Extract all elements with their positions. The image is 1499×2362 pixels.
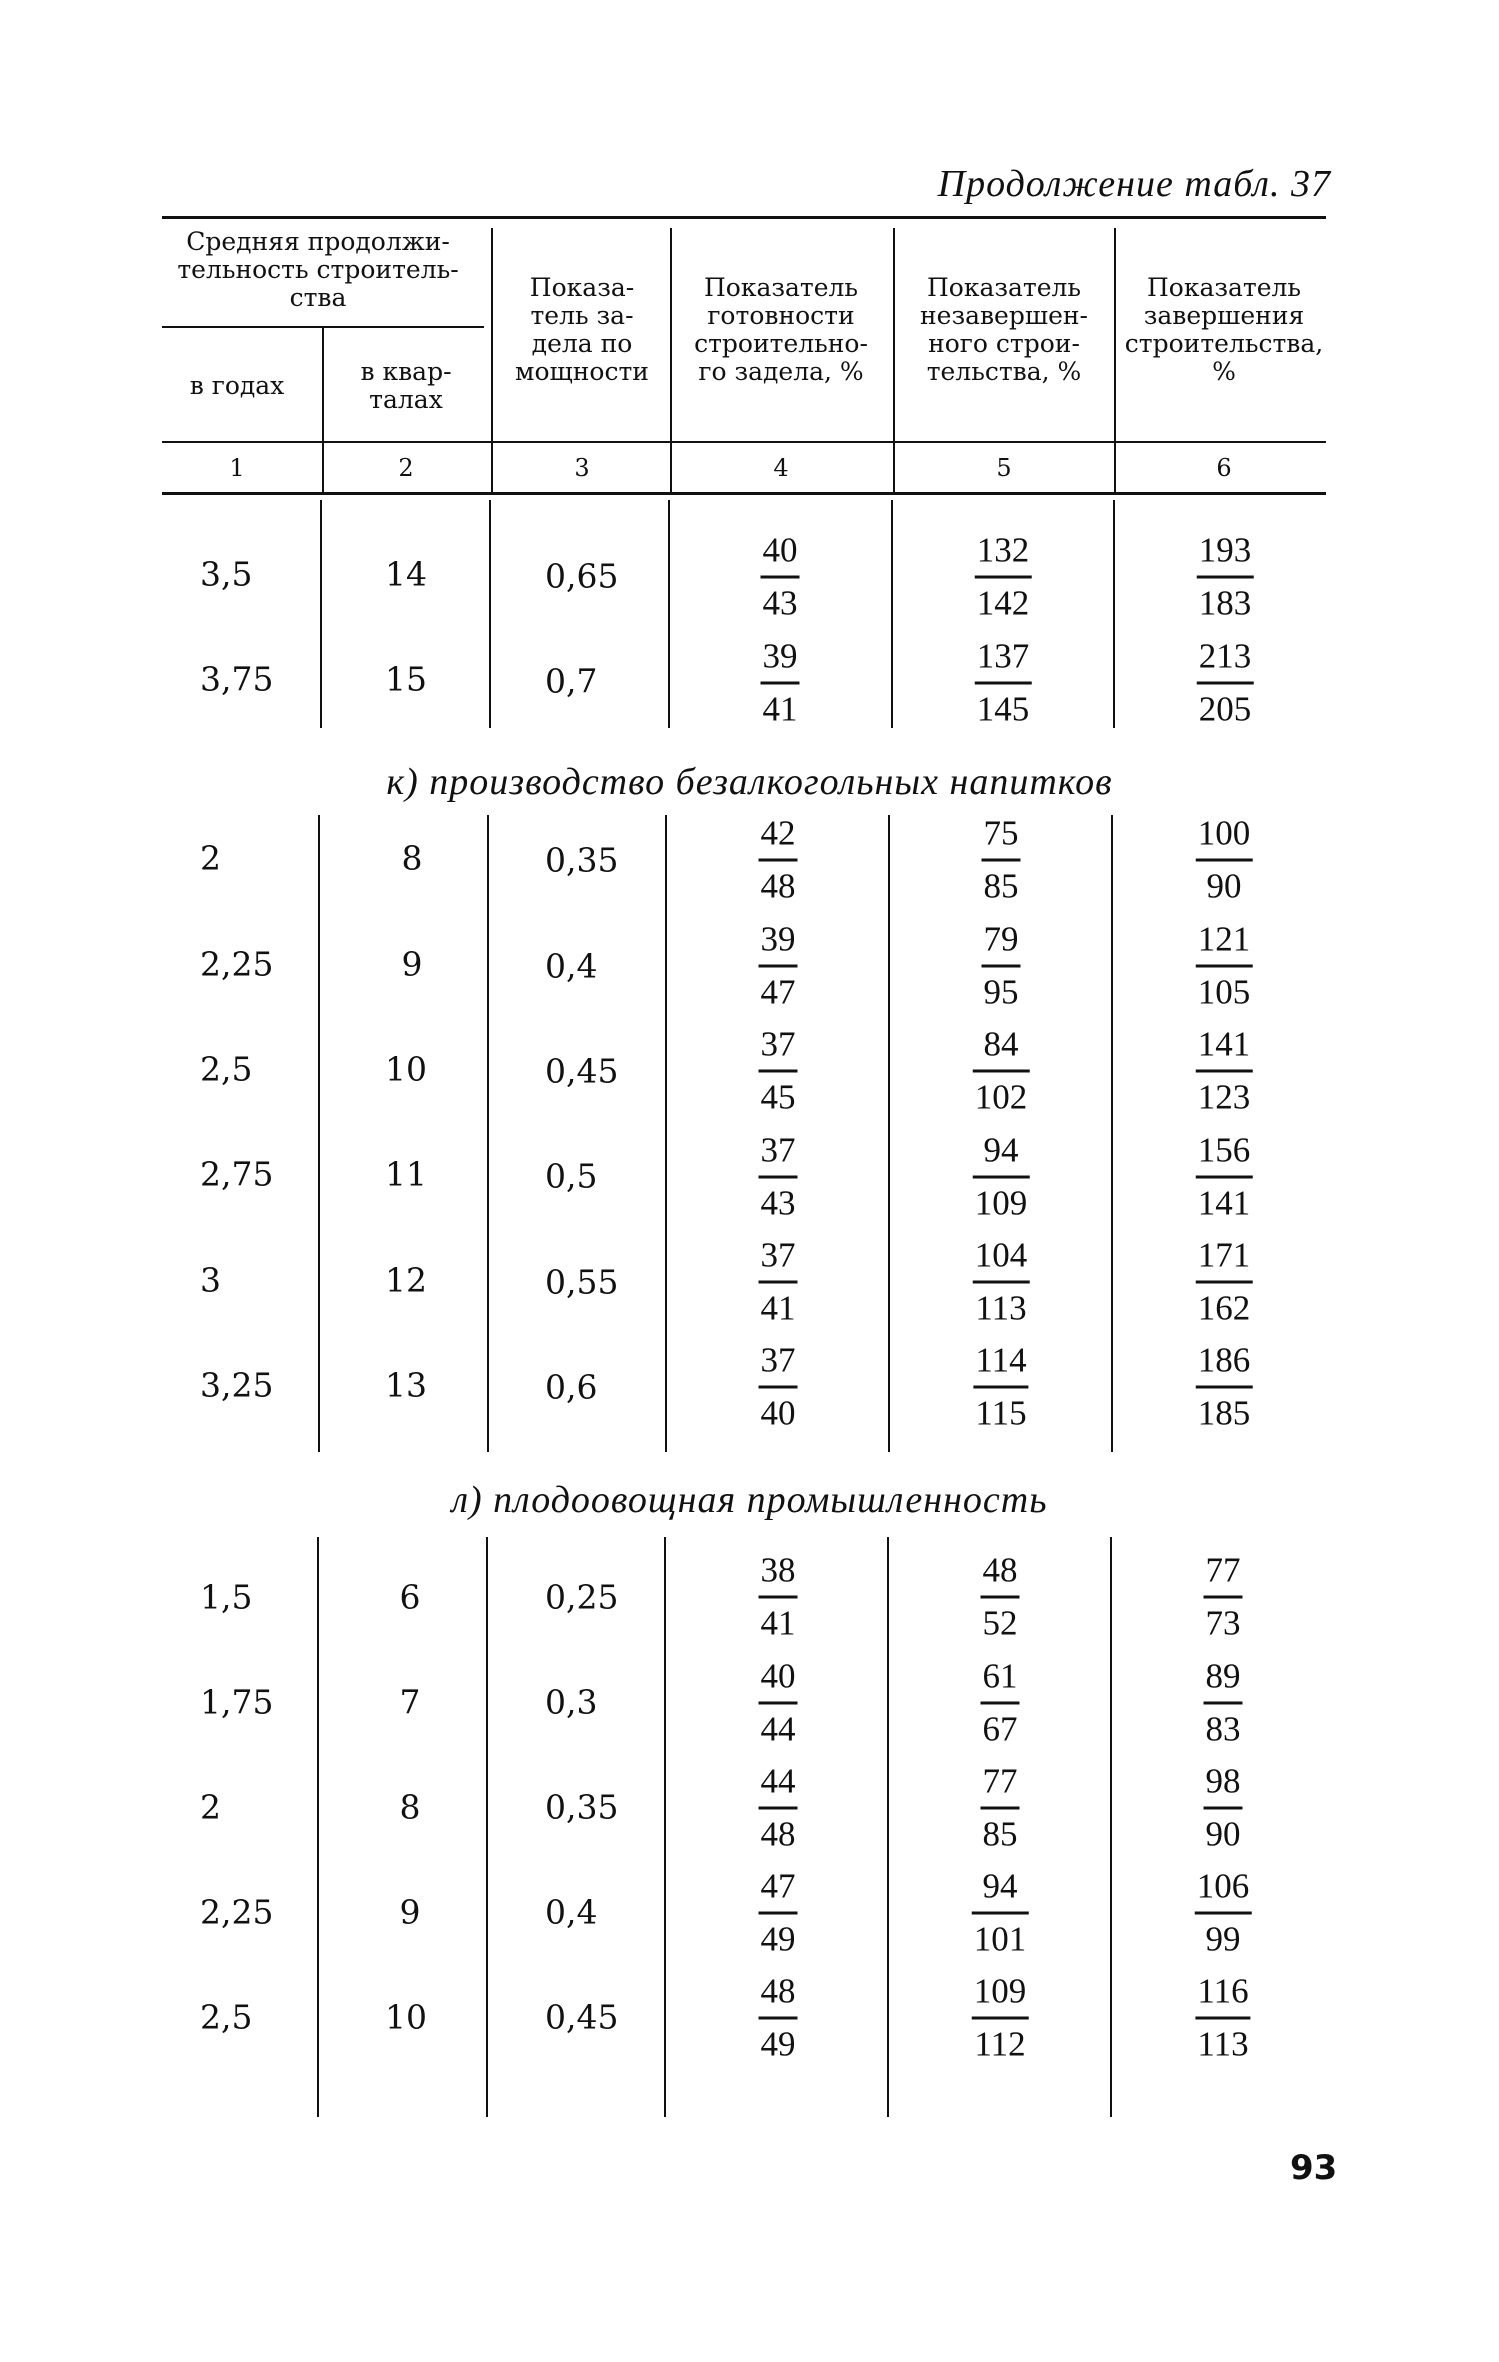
- s2-r5-unfinished: [973, 1235, 1030, 1330]
- fraction-bar: [1204, 1596, 1243, 1599]
- section-3-divider-4: [887, 1537, 889, 2117]
- denominator: 52: [982, 1603, 1018, 1643]
- fraction-bar: [759, 965, 798, 968]
- numerator: 37: [760, 1130, 796, 1170]
- s2-r3-years: 2,5: [200, 1049, 253, 1089]
- fraction-bar: [759, 2017, 798, 2020]
- s2-r5-years: 3: [200, 1260, 221, 1300]
- denominator: 45: [760, 1077, 796, 1117]
- s3-r1-readiness: [759, 1550, 798, 1645]
- s2-r2-ratio: 0,4: [545, 946, 598, 986]
- s2-r3-quarters: 10: [385, 1049, 427, 1089]
- fraction-bar: [973, 1176, 1030, 1179]
- table-caption: Продолжение табл. 37: [937, 163, 1331, 205]
- header-divider-5: [1114, 228, 1116, 494]
- denominator: 115: [975, 1393, 1027, 1433]
- column-number-2: 2: [398, 454, 414, 482]
- s1-r1-completion: [1197, 530, 1254, 625]
- numerator: 213: [1198, 636, 1252, 676]
- column-number-4: 4: [773, 454, 789, 482]
- denominator: 99: [1205, 1919, 1241, 1959]
- numerator: 137: [976, 636, 1030, 676]
- denominator: 112: [974, 2024, 1026, 2064]
- fraction-bar: [981, 1702, 1020, 1705]
- fraction-bar: [759, 1070, 798, 1073]
- numerator: 193: [1198, 530, 1252, 570]
- s2-r2-quarters: 9: [401, 944, 423, 984]
- fraction-bar: [1196, 965, 1253, 968]
- numerator: 61: [982, 1656, 1018, 1696]
- numerator: 84: [983, 1024, 1019, 1064]
- fraction-bar: [1196, 1176, 1253, 1179]
- s3-r2-years: 1,75: [200, 1682, 274, 1722]
- s3-r3-ratio: 0,35: [545, 1787, 619, 1827]
- fraction-bar: [981, 1807, 1020, 1810]
- s2-r3-unfinished: [973, 1024, 1030, 1119]
- fraction-bar: [981, 1596, 1020, 1599]
- s3-r4-ratio: 0,4: [545, 1892, 598, 1932]
- s3-r3-unfinished: [981, 1761, 1020, 1856]
- s1-r2-ratio: 0,7: [545, 661, 598, 701]
- s2-r3-ratio: 0,45: [545, 1051, 619, 1091]
- s3-r3-completion: [1204, 1761, 1243, 1856]
- s2-r6-readiness: [759, 1340, 798, 1435]
- header-col4: Показатель готовности строительно- го задела, %: [694, 273, 868, 386]
- section-3-divider-3: [664, 1537, 666, 2117]
- numerator: 42: [760, 813, 796, 853]
- numerator: 44: [760, 1761, 796, 1801]
- numerator: 132: [976, 530, 1030, 570]
- denominator: 145: [976, 689, 1030, 729]
- section-1-divider-4: [891, 500, 893, 728]
- s3-r4-years: 2,25: [200, 1892, 274, 1932]
- denominator: 113: [975, 1288, 1027, 1328]
- numerator: 79: [983, 919, 1019, 959]
- s1-r2-years: 3,75: [200, 659, 274, 699]
- denominator: 90: [1206, 866, 1242, 906]
- denominator: 109: [974, 1183, 1028, 1223]
- denominator: 43: [760, 1183, 796, 1223]
- fraction-bar: [1204, 1702, 1243, 1705]
- numerator: 121: [1197, 919, 1251, 959]
- fraction-bar: [759, 1596, 798, 1599]
- s2-r2-readiness: [759, 919, 798, 1014]
- fraction-bar: [1196, 1386, 1253, 1389]
- fraction-bar: [972, 2017, 1029, 2020]
- s2-r3-readiness: [759, 1024, 798, 1119]
- denominator: 183: [1198, 583, 1252, 623]
- s1-r1-quarters: 14: [385, 554, 427, 594]
- s2-r2-years: 2,25: [200, 944, 274, 984]
- numerator: 77: [1205, 1550, 1241, 1590]
- s2-r4-quarters: 11: [385, 1154, 427, 1194]
- denominator: 41: [760, 1288, 796, 1328]
- s3-r3-years: 2: [200, 1787, 221, 1827]
- denominator: 49: [760, 1919, 796, 1959]
- denominator: 205: [1198, 689, 1252, 729]
- fraction-bar: [982, 965, 1021, 968]
- s3-r3-readiness: [759, 1761, 798, 1856]
- denominator: 48: [760, 1814, 796, 1854]
- s1-r1-unfinished: [975, 530, 1032, 625]
- s1-r1-ratio: 0,65: [545, 556, 619, 596]
- numerator: 89: [1205, 1656, 1241, 1696]
- denominator: 141: [1197, 1183, 1251, 1223]
- fraction-bar: [1197, 576, 1254, 579]
- denominator: 43: [762, 583, 798, 623]
- fraction-bar: [982, 859, 1021, 862]
- numerator: 48: [982, 1550, 1018, 1590]
- denominator: 85: [982, 1814, 1018, 1854]
- denominator: 142: [976, 583, 1030, 623]
- header-bottom-rule: [162, 441, 1326, 443]
- s3-r4-readiness: [759, 1866, 798, 1961]
- numerator: 104: [974, 1235, 1028, 1275]
- fraction-bar: [759, 1281, 798, 1284]
- denominator: 73: [1205, 1603, 1241, 1643]
- denominator: 49: [760, 2024, 796, 2064]
- header-col3: Показа- тель за- дела по мощности: [515, 273, 649, 386]
- column-number-rule: [162, 492, 1326, 495]
- header-divider-3: [670, 228, 672, 494]
- numerator: 94: [982, 1866, 1018, 1906]
- s3-r2-ratio: 0,3: [545, 1682, 598, 1722]
- fraction-bar: [759, 859, 798, 862]
- fraction-bar: [1196, 859, 1253, 862]
- numerator: 77: [982, 1761, 1018, 1801]
- numerator: 47: [760, 1866, 796, 1906]
- fraction-bar: [759, 1702, 798, 1705]
- denominator: 67: [982, 1709, 1018, 1749]
- s2-r5-completion: [1196, 1235, 1253, 1330]
- s3-r5-quarters: 10: [385, 1997, 427, 2037]
- s3-r5-unfinished: [972, 1971, 1029, 2066]
- numerator: 48: [760, 1971, 796, 2011]
- s3-r5-ratio: 0,45: [545, 1997, 619, 2037]
- section-2-divider-3: [665, 815, 667, 1452]
- denominator: 95: [983, 972, 1019, 1012]
- numerator: 141: [1197, 1024, 1251, 1064]
- fraction-bar: [975, 576, 1032, 579]
- numerator: 100: [1197, 813, 1251, 853]
- section-2-divider-1: [318, 815, 320, 1452]
- s3-r4-unfinished: [972, 1866, 1029, 1961]
- numerator: 37: [760, 1024, 796, 1064]
- section-1-divider-1: [320, 500, 322, 728]
- s3-r3-quarters: 8: [399, 1787, 421, 1827]
- section-1-divider-5: [1113, 500, 1115, 728]
- denominator: 105: [1197, 972, 1251, 1012]
- s2-r1-years: 2: [200, 838, 221, 878]
- s3-r4-quarters: 9: [399, 1892, 421, 1932]
- s2-r1-unfinished: [982, 813, 1021, 908]
- section-1-divider-2: [489, 500, 491, 728]
- numerator: 114: [975, 1340, 1027, 1380]
- page-number: 93: [1290, 2148, 1338, 2188]
- fraction-bar: [1195, 1912, 1252, 1915]
- s3-r1-years: 1,5: [200, 1577, 253, 1617]
- s2-r1-quarters: 8: [401, 838, 423, 878]
- denominator: 40: [760, 1393, 796, 1433]
- s2-r1-ratio: 0,35: [545, 840, 619, 880]
- s3-r5-years: 2,5: [200, 1997, 253, 2037]
- denominator: 185: [1197, 1393, 1251, 1433]
- numerator: 37: [760, 1340, 796, 1380]
- fraction-bar: [972, 1912, 1029, 1915]
- header-top-rule: [162, 216, 1326, 219]
- s2-r1-completion: [1196, 813, 1253, 908]
- s3-r2-readiness: [759, 1656, 798, 1751]
- denominator: 83: [1205, 1709, 1241, 1749]
- denominator: 101: [973, 1919, 1027, 1959]
- numerator: 109: [973, 1971, 1027, 2011]
- denominator: 113: [1197, 2024, 1249, 2064]
- denominator: 123: [1197, 1077, 1251, 1117]
- s3-r1-completion: [1204, 1550, 1243, 1645]
- s2-r4-readiness: [759, 1130, 798, 1225]
- fraction-bar: [761, 576, 800, 579]
- header-years: в годах: [189, 371, 285, 400]
- denominator: 102: [974, 1077, 1028, 1117]
- s2-r5-quarters: 12: [385, 1260, 427, 1300]
- s2-r4-years: 2,75: [200, 1154, 274, 1194]
- header-duration-group: Средняя продолжи- тельность строитель- ства: [177, 227, 459, 312]
- column-number-1: 1: [229, 454, 245, 482]
- numerator: 171: [1197, 1235, 1251, 1275]
- header-divider-4: [893, 228, 895, 494]
- fraction-bar: [973, 1281, 1030, 1284]
- s1-r2-unfinished: [975, 636, 1032, 731]
- s2-r4-ratio: 0,5: [545, 1156, 598, 1196]
- numerator: 106: [1196, 1866, 1250, 1906]
- column-number-5: 5: [996, 454, 1012, 482]
- numerator: 40: [760, 1656, 796, 1696]
- section-2-divider-5: [1111, 815, 1113, 1452]
- denominator: 41: [762, 689, 798, 729]
- fraction-bar: [1197, 682, 1254, 685]
- s1-r2-completion: [1197, 636, 1254, 731]
- numerator: 40: [762, 530, 798, 570]
- s2-r1-readiness: [759, 813, 798, 908]
- numerator: 94: [983, 1130, 1019, 1170]
- section-3-divider-2: [486, 1537, 488, 2117]
- numerator: 37: [760, 1235, 796, 1275]
- fraction-bar: [975, 682, 1032, 685]
- s2-r6-years: 3,25: [200, 1365, 274, 1405]
- fraction-bar: [1196, 1281, 1253, 1284]
- fraction-bar: [1195, 2017, 1250, 2020]
- denominator: 90: [1205, 1814, 1241, 1854]
- denominator: 44: [760, 1709, 796, 1749]
- header-col5: Показатель незавершен- ного строи- тельства, %: [919, 273, 1089, 386]
- s3-r2-quarters: 7: [399, 1682, 421, 1722]
- fraction-bar: [973, 1386, 1028, 1389]
- s3-r1-quarters: 6: [399, 1577, 421, 1617]
- section-1-divider-3: [668, 500, 670, 728]
- s1-r1-years: 3,5: [200, 554, 253, 594]
- denominator: 41: [760, 1603, 796, 1643]
- s2-r2-completion: [1196, 919, 1253, 1014]
- fraction-bar: [973, 1070, 1030, 1073]
- fraction-bar: [1204, 1807, 1243, 1810]
- fraction-bar: [759, 1176, 798, 1179]
- section-3-divider-1: [317, 1537, 319, 2117]
- s2-r3-completion: [1196, 1024, 1253, 1119]
- numerator: 98: [1205, 1761, 1241, 1801]
- s3-r1-ratio: 0,25: [545, 1577, 619, 1617]
- denominator: 48: [760, 866, 796, 906]
- s2-r6-unfinished: [973, 1340, 1028, 1435]
- s3-r1-unfinished: [981, 1550, 1020, 1645]
- s2-r2-unfinished: [982, 919, 1021, 1014]
- numerator: 186: [1197, 1340, 1251, 1380]
- s3-r2-unfinished: [981, 1656, 1020, 1751]
- s2-r4-unfinished: [973, 1130, 1030, 1225]
- s3-r5-readiness: [759, 1971, 798, 2066]
- fraction-bar: [759, 1807, 798, 1810]
- section-2-divider-2: [487, 815, 489, 1452]
- denominator: 85: [983, 866, 1019, 906]
- s1-r2-readiness: [761, 636, 800, 731]
- header-divider-2: [491, 228, 493, 494]
- s3-r5-completion: [1195, 1971, 1250, 2066]
- fraction-bar: [1196, 1070, 1253, 1073]
- header-col6: Показатель завершения строительства, %: [1124, 273, 1324, 386]
- s1-r2-quarters: 15: [385, 659, 427, 699]
- section-title-soft-drinks: к) производство безалкогольных напитков: [386, 761, 1113, 803]
- fraction-bar: [759, 1912, 798, 1915]
- s2-r4-completion: [1196, 1130, 1253, 1225]
- numerator: 116: [1197, 1971, 1249, 2011]
- column-number-6: 6: [1216, 454, 1232, 482]
- s2-r5-ratio: 0,55: [545, 1262, 619, 1302]
- s1-r1-readiness: [761, 530, 800, 625]
- header-quarters: в квар- талах: [360, 357, 452, 414]
- section-title-fruit-vegetable: л) плодоовощная промышленность: [451, 1479, 1048, 1521]
- s3-r4-completion: [1195, 1866, 1252, 1961]
- s2-r6-ratio: 0,6: [545, 1367, 598, 1407]
- denominator: 162: [1197, 1288, 1251, 1328]
- s2-r6-completion: [1196, 1340, 1253, 1435]
- header-divider-1: [322, 328, 324, 494]
- denominator: 47: [760, 972, 796, 1012]
- s2-r6-quarters: 13: [385, 1365, 427, 1405]
- section-3-divider-5: [1110, 1537, 1112, 2117]
- fraction-bar: [759, 1386, 798, 1389]
- numerator: 39: [762, 636, 798, 676]
- section-2-divider-4: [888, 815, 890, 1452]
- s3-r2-completion: [1204, 1656, 1243, 1751]
- numerator: 38: [760, 1550, 796, 1590]
- column-number-3: 3: [574, 454, 590, 482]
- numerator: 39: [760, 919, 796, 959]
- s2-r5-readiness: [759, 1235, 798, 1330]
- fraction-bar: [761, 682, 800, 685]
- numerator: 75: [983, 813, 1019, 853]
- numerator: 156: [1197, 1130, 1251, 1170]
